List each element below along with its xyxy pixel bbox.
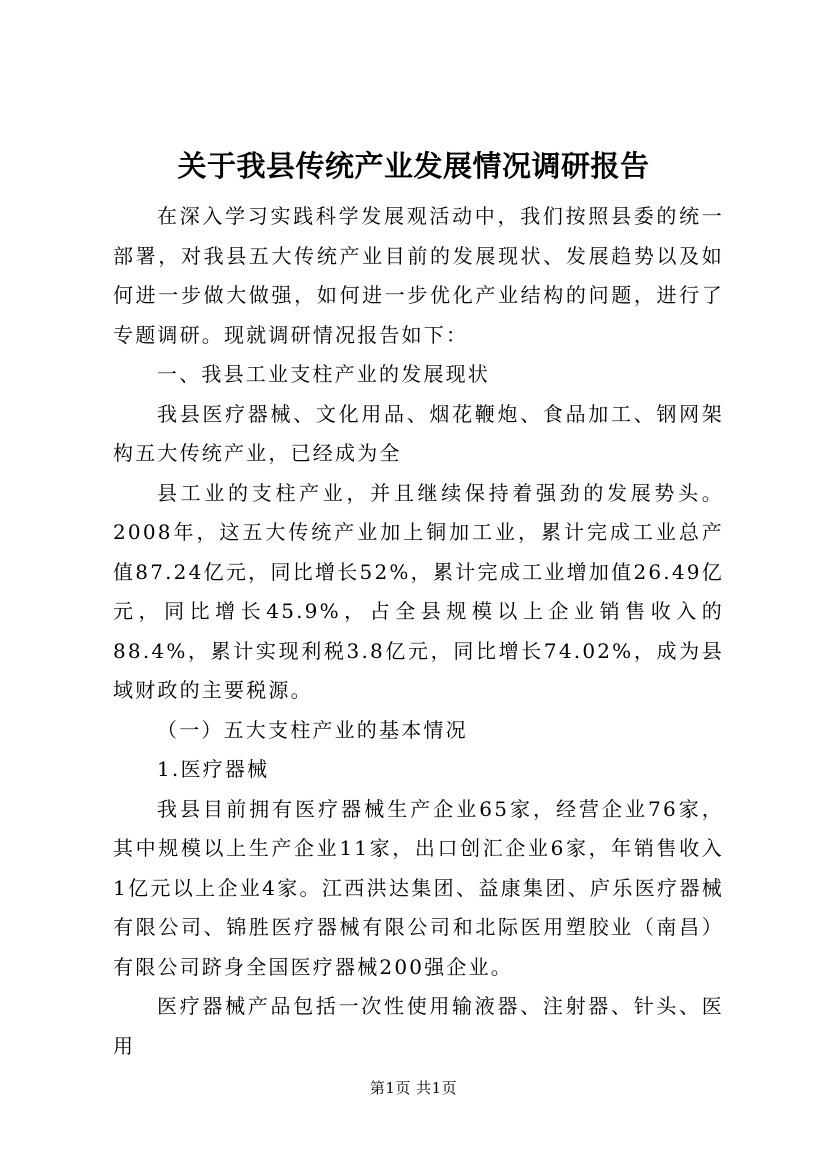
item-heading-medical: 1.医疗器械 (157, 757, 270, 781)
paragraph-medical-products: 医疗器械产品包括一次性使用输液器、注射器、针头、医用 (113, 994, 724, 1058)
document-title: 关于我县传统产业发展情况调研报告 (177, 149, 650, 183)
section-heading-1: 一、我县工业支柱产业的发展现状 (157, 362, 490, 386)
paragraph-intro: 在深入学习实践科学发展观活动中，我们按照县委的统一部署，对我县五大传统产业目前的发展现状、发展趋势以及如何进一步做大做强，如何进一步优化产业结构的问题，进行了专题调研。现就调研情况报告如下： (113, 204, 724, 347)
paragraph-medical-enterprises: 我县目前拥有医疗器械生产企业65家，经营企业76家，其中规模以上生产企业11家，出口创汇企业6家，年销售收入1亿元以上企业4家。江西洪达集团、益康集团、庐乐医疗器械有限公司、锦胜医疗器械有限公司和北际医用塑胶业（南昌）有限公司跻身全国医疗器械200强企业。 (113, 796, 724, 979)
page-footer: 第1页 共1页 (369, 1079, 458, 1097)
paragraph-industries: 我县医疗器械、文化用品、烟花鞭炮、食品加工、钢网架构五大传统产业，已经成为全 (113, 401, 724, 465)
subsection-heading-1: （一）五大支柱产业的基本情况 (157, 717, 468, 742)
document-body (113, 197, 724, 1066)
paragraph-statistics: 县工业的支柱产业，并且继续保持着强劲的发展势头。2008年，这五大传统产业加上铜加工业，累计完成工业总产值87.24亿元，同比增长52%，累计完成工业增加值26.49亿元，同比增长45.9%，占全县规模以上企业销售收入的88.4%，累计实现利税3.8亿元，同比增长74.02%，成为县域财政的主要税源。 (113, 480, 724, 702)
